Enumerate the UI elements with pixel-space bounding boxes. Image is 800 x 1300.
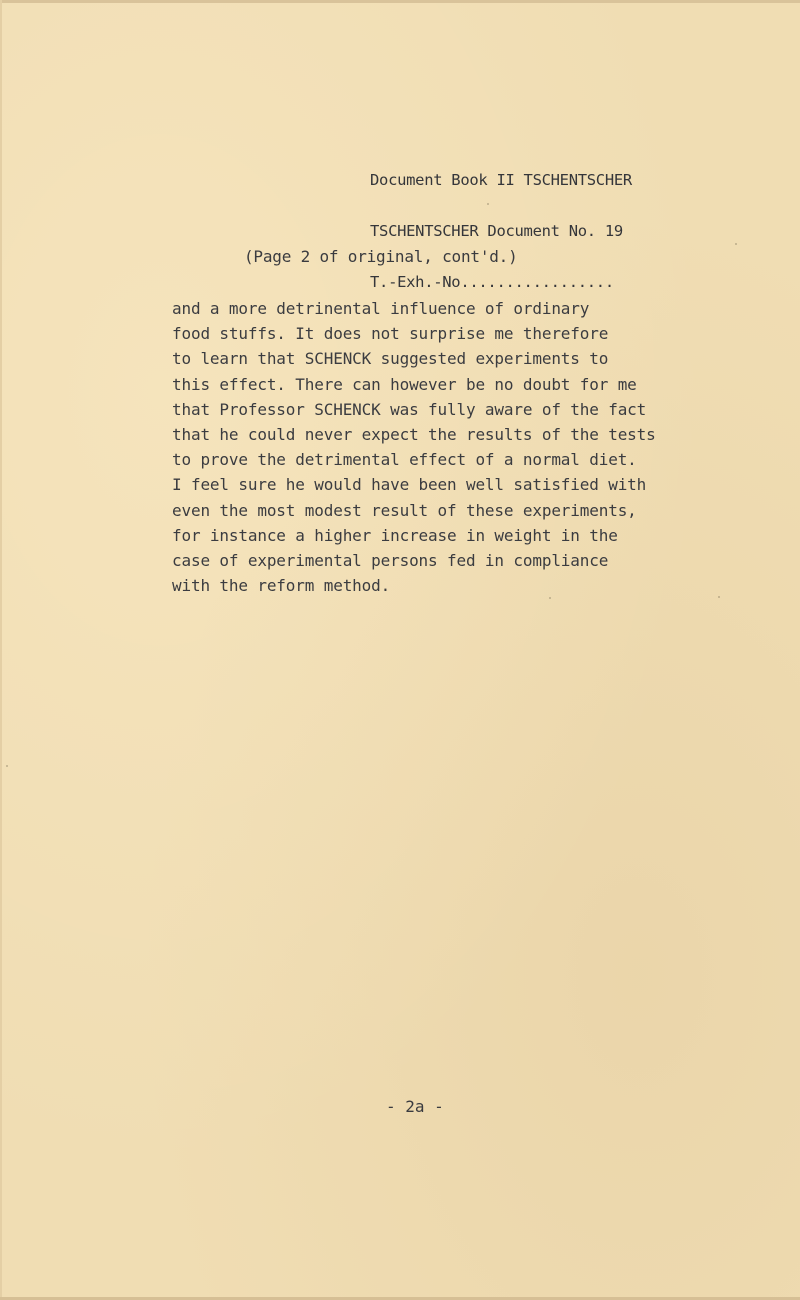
paper-speck	[6, 765, 8, 767]
body-line: and a more detrinental influence of ordinary	[172, 299, 590, 318]
body-line: food stuffs. It does not surprise me therefore	[172, 324, 609, 344]
paper-speck	[549, 597, 551, 599]
paper-top-edge	[0, 0, 800, 3]
header-document-book: Document Book II TSCHENTSCHER	[370, 171, 632, 189]
paper-speck	[735, 243, 737, 245]
paper-speck	[718, 596, 720, 598]
body-line: to prove the detrimental effect of a normal diet.	[172, 450, 637, 470]
page-number: - 2a -	[386, 1097, 444, 1116]
body-line: that Professor SCHENCK was fully aware of the fact	[172, 399, 647, 419]
body-paragraph	[172, 296, 656, 598]
body-line: to learn that SCHENCK suggested experiments to	[172, 349, 609, 369]
body-line: case of experimental persons fed in compliance	[172, 551, 609, 571]
header-exhibit-number: T.-Exh.-No.................	[370, 273, 614, 291]
paper-left-edge	[0, 0, 2, 1300]
body-line: for instance a higher increase in weight in the	[172, 525, 618, 545]
body-line: this effect. There can however be no doubt for me	[172, 374, 637, 394]
body-line: I feel sure he would have been well satisfied with	[172, 475, 647, 495]
header-document-number: TSCHENTSCHER Document No. 19	[370, 222, 623, 240]
body-line: even the most modest result of these experiments,	[172, 500, 637, 520]
paper-speck	[487, 203, 489, 205]
body-line: that he could never expect the results of the tests	[172, 425, 656, 445]
page-continuation-note: (Page 2 of original, cont'd.)	[244, 247, 518, 266]
body-line: with the reform method.	[172, 576, 391, 596]
